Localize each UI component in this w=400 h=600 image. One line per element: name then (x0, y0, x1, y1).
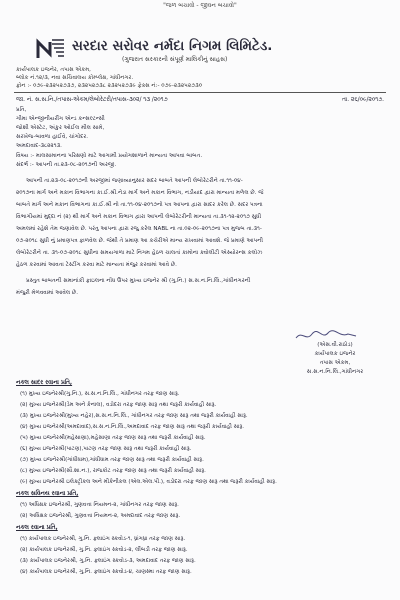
body-line: બાબતે માર્ગ અને મકાન વિભાગના કા.ઈ.શ્રી નો તા.૧૧-૦૪-૨૦૧૭નો પત્ર આપના દ્વારા સાદર કરેલ છે. સદર પત્રના (16, 202, 263, 208)
copy-item: (૧) અધિક્ષક ઇજનેરશ્રી, ગુણવત્તા નિયમન-૨, ગાંધીનગર તરફ જાણ સારૂ. (20, 502, 179, 508)
copy-item: (૧) મુખ્ય ઇજનેરશ્રી(ગુ.નિ.), સ.સ.ન.નિ.લિ., ગાંધીનગર તરફ જાણ સારૂ. (20, 391, 180, 397)
copy-item: (૨) કાર્યપાલક ઇજનેરશ્રી, ગુ.નિ. ફ્લાઇંગ સ્કવોડ-૨, લીંબડી તરફ જાણ સારૂ. (20, 547, 188, 553)
signatory-unit: તપાસ એકમ, (319, 360, 351, 366)
signatory-name: (એસ.વી.રાઠોડ) (317, 342, 353, 348)
reference-number: જા. નં. સ.સ.નિ./તપાસ-એકમ/લેબોરેટરી/તપાસ-૩૦૨/ ૧૩ /૨૦૧૭ (16, 97, 168, 103)
body-line: આપની તા.૨૩-૦૮-૨૦૧૭ની અરજીમાં જણાવ્યાનુસાર સદર બાબતે આપની લેબોરેટરીને તા.૧૧-૦૪- (26, 178, 243, 184)
body-line: અમલમાં રહેશે તેમ જણાવેલ છે. પરંતુ આપના દ્વારા રજુ કરેલ NABL ના તા.૦૨-૦૯-૨૦૧૭ના પત્ર મુજબ તા.૩૧- (16, 226, 262, 232)
to-line-1: ગીમા એન્જીનીયરીંગ એન્ડ કન્સલ્ટન્સી (16, 116, 105, 122)
body-line: ૦૭-૨૦૧૮ સુધી નું પ્રમાણપત્ર ફાળવેલ છે. જેથી તે પ્રમાણ આ કચેરીએ માન્ય રાખવામાં આવશે. જે પ્રમાણે આપની (16, 238, 264, 244)
office-line-2: બ્લોક નં.૧૨/૩, નવા સચિવાલય કોમ્પ્લેક્ષ, ગાંધીનગર. (16, 75, 134, 81)
org-subtitle: (ગુજરાત સરકારની સંપૂર્ણ માલિકીનું સાહસ) (122, 56, 228, 63)
to-line-3: સરખેજ-બાવળા હાઈવે, ચાંગોદર. (16, 134, 89, 140)
copy-item: (૭) મુખ્ય ઇજનેરશ્રી(ગાંધીધામ),ગાંધીધામ તરફ જાણ સારૂ તથા જરૂરી કાર્યવાહી સારૂ. (20, 457, 204, 463)
closing-line: મંજુરી મેળવવામાં આવેલ છે. (16, 290, 78, 296)
copy-item: (૧) કાર્યપાલક ઇજનેરશ્રી, ગુ.નિ. ફ્લાઇંગ સ્કવોડ-૧, ધ્રાંગધ્રા તરફ જાણ સારૂ. (20, 536, 186, 542)
office-line-1: કાર્યપાલક ઇજનેર, તપાસ એકમ, (16, 67, 91, 73)
copy-section-title: નકલ રવાના પ્રતિ, (16, 525, 58, 531)
copy-item: (૮) મુખ્ય ઇજનેરશ્રી(સૌ.શા.ન.), રાજકોટ તરફ જાણ સારૂ તથા જરૂરી કાર્યવાહી સારૂ. (20, 468, 206, 474)
copy-item: (૩) મુખ્ય ઇજનેરશ્રી(મુખ્ય નહેર),સ.સ.ન.નિ.લિ., ગાંધીનગર તરફ જાણ સારૂ તથા જરૂરી કાર્યવાહી સારૂ. (20, 413, 248, 419)
copy-item: (૪) કાર્યપાલક ઇજનેરશ્રી, ગુ.નિ. ફ્લાઇંગ સ્કવોડ-૪, ચાણસ્મા તરફ જાણ સારૂ. (20, 569, 192, 575)
header-rule (14, 92, 386, 93)
letter-date: તા. ૨૬/૦૯/૨૦૧૭. (341, 97, 384, 103)
copy-item: (૬) મુખ્ય ઇજનેરશ્રી(પાટણ),પાટણ તરફ જાણ સારૂ તથા જરૂરી કાર્યવાહી સારૂ. (20, 446, 192, 452)
signatory-title: કાર્યપાલક ઇજનેર (314, 351, 356, 357)
body-line: હેઠળ કરવામાં આવતા ટેસ્ટીંગ કરવા માટે માન્યતા મંજુર કરવામાં આવે છે. (16, 262, 177, 268)
to-line-2: જોશી એસ્ટેટ, અંકુર ઓઈલ મીલ સામે, (16, 125, 105, 131)
signatory-org: સ.સ.ન.નિ.લિ.,ગાંધીનગર (306, 369, 364, 375)
copy-item: (૨) અધિક્ષક ઇજનેરશ્રી, ગુણવત્તા નિયમન-૨, અમદાવાદ તરફ જાણ સારૂ. (20, 513, 181, 519)
reference: સંદર્ભ :- આપની તા.૨૩-૦૮-૨૦૧૭ની અરજી. (16, 162, 117, 168)
signature-scribble (292, 328, 362, 342)
copy-item: (૨) મુખ્ય ઇજનેરશ્રી(ડેમ અને કેનાલ), વડોદરા તરફ જાણ સારૂ તથા જરૂરી કાર્યવાહી સારૂ. (20, 402, 217, 408)
copy-section-title: નકલ સવિનય રવાના પ્રતિ, (16, 491, 79, 497)
body-line: ૨૦૧૭ના માર્ગ અને મકાન વિભાગના કા.ઈ.શ્રી.નેડા માર્ગ અને મકાન વિભાગ, નડીયાદ દ્વારા માન્યતા મળેલ છે. જે (16, 190, 264, 196)
copy-item: (૯) મુખ્ય ઇજનેરશ્રી ઇલેક્ટ્રીકલ અને મીકેનીકલ (એલ.એલ.પી.), વડોદરા તરફ જાણ સારૂ તથા જરૂરી કાર્યવાહી સારૂ. (20, 479, 277, 485)
copy-item: (૫) મુખ્ય ઇજનેરશ્રી(મહેસાણા),મહેસાણા તરફ જાણ સારૂ તથા જરૂરી કાર્યવાહી સારૂ. (20, 435, 206, 441)
office-line-3: ફોન :- ૦૭૯-૨૩૨૫૨૭૩૭, ૨૩૨૫૨૭૩૮ ૨૩૨૫૨૭૩૯ ફેક્સ નં:- ૦૭૯-૨૩૨૫૨૭૩૦ (16, 83, 203, 89)
narmada-logo-icon (36, 38, 66, 60)
org-name: સરદાર સરોવર નર્મદા નિગમ લિમિટેડ. (72, 38, 273, 54)
body-line: લેબોરેટરીને તા. ૩૧-૦૭-૨૦૧૮ સુધીના સમયગાળા માટે નિગમ હેઠળ ચાલતાં કામોના ક્વોલીટી એસ્યોરન્સ કલોઝ (16, 250, 263, 256)
to-line-4: અમદાવાદ-૩૮૨૨૧૩. (16, 143, 62, 149)
subject: વિષય :- માલસામાનના પરિક્ષણો માટે આગામી પ્રયોગશાળાને માન્યતા આપવા બાબત. (16, 153, 203, 159)
copy-item: (૪) મુખ્ય ઇજનેરશ્રી(અમદાવાદ),સ.સ.ન.નિ.લિ.,અમદાવાદ તરફ જાણ સારૂ તથા જરૂરી કાર્યવાહી સારૂ. (20, 424, 245, 430)
to-prati: પ્રતિ, (16, 107, 27, 113)
copy-item: (૩) કાર્યપાલક ઇજનેરશ્રી, ગુ.નિ. ફ્લાઇંગ સ્કવોડ-૩, અમદાવાદ તરફ જાણ સારૂ. (20, 558, 196, 564)
copy-section-title: નકલ સાદર રવાના પ્રતિ, (16, 380, 73, 386)
closing-line: પ્રસ્તુત બાબતની સમાનાંકી ફાઇલના નોંધ ઉપર મુખ્ય ઇજનેર શ્રી (ગુ.નિ.) સ.સ.ન.નિ.લિ.,ગાંધીનગરની (26, 278, 251, 284)
slogan: "જળ બચાવો - જીવન બચાવો" (163, 2, 237, 9)
body-line: વિભાગીયમાં મુદ્દા નં (૨) થી માર્ગ અને મકાન વિભાગ દ્વારા આપની લેબોરેટરીની માન્યતા તા.૩૧-૧૨-૨૦૧૭ સુધી (16, 214, 262, 220)
